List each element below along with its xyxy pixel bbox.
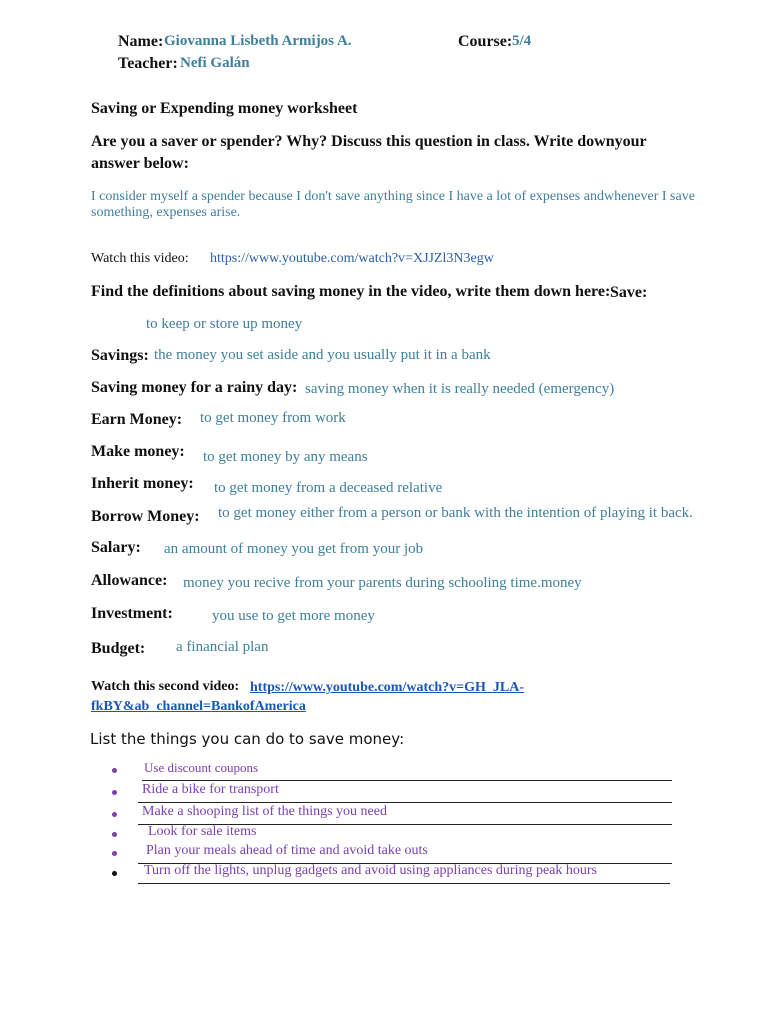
- bullet-icon: [112, 812, 117, 817]
- term-salary: Salary:: [91, 539, 141, 556]
- question-line-1: Are you a saver or spender? Why? Discuss this question in class. Write downyour: [91, 133, 647, 150]
- question-line-2: answer below:: [91, 155, 189, 172]
- teacher-label: Teacher:: [118, 55, 178, 72]
- bullet-icon: [112, 832, 117, 837]
- term-borrow-money: Borrow Money:: [91, 508, 200, 525]
- list-item: [112, 782, 672, 803]
- term-savings: Savings:: [91, 347, 149, 364]
- list-item: [112, 843, 672, 864]
- name-label: Name:: [118, 33, 164, 50]
- answer-line-1: I consider myself a spender because I don't save anything since I have a lot of expenses andwhenever I save: [91, 189, 695, 204]
- bullet-icon: [112, 871, 117, 876]
- definition-budget: a financial plan: [176, 639, 269, 655]
- teacher-name: Nefi Galán: [180, 55, 250, 71]
- definition-investment: you use to get more money: [212, 608, 375, 624]
- term-investment: Investment:: [91, 605, 173, 622]
- definition-save: to keep or store up money: [146, 316, 303, 332]
- list-item-text: Look for sale items: [148, 824, 257, 839]
- video-2-link-line-2[interactable]: fkBY&ab_channel=BankofAmerica: [91, 699, 306, 714]
- term-inherit-money: Inherit money:: [91, 475, 194, 492]
- list-item: [112, 804, 672, 825]
- worksheet-title: Saving or Expending money worksheet: [91, 100, 358, 117]
- answer-underline: [142, 780, 672, 781]
- list-item-text: Ride a bike for transport: [142, 782, 279, 797]
- term-rainy-day: Saving money for a rainy day:: [91, 379, 298, 396]
- bullet-icon: [112, 851, 117, 856]
- list-item: [112, 863, 672, 884]
- definitions-prompt: Find the definitions about saving money in the video, write them down here:: [91, 283, 611, 300]
- video-2-label: Watch this second video:: [91, 679, 240, 694]
- definition-savings: the money you set aside and you usually put it in a bank: [154, 347, 491, 363]
- list-item: [112, 760, 672, 781]
- video-2-link-line-1[interactable]: https://www.youtube.com/watch?v=GH_JLA-: [250, 680, 524, 695]
- course-value: 5/4: [512, 33, 532, 49]
- answer-line-2: something, expenses arise.: [91, 205, 241, 220]
- definition-inherit-money: to get money from a deceased relative: [214, 480, 443, 496]
- term-budget: Budget:: [91, 640, 146, 657]
- definition-earn-money: to get money from work: [200, 410, 346, 426]
- course-label: Course:: [458, 33, 513, 50]
- video-1-label: Watch this video:: [91, 251, 189, 266]
- definition-allowance: money you recive from your parents during schooling time.money: [183, 575, 582, 591]
- list-item-text: Turn off the lights, unplug gadgets and avoid using appliances during peak hours: [144, 863, 597, 878]
- list-prompt: List the things you can do to save money:: [90, 730, 405, 748]
- student-name: Giovanna Lisbeth Armijos A.: [164, 33, 352, 49]
- list-item-text: Use discount coupons: [144, 760, 259, 775]
- answer-underline: [138, 802, 672, 803]
- bullet-icon: [112, 790, 117, 795]
- term-save: Save:: [610, 284, 648, 301]
- term-make-money: Make money:: [91, 443, 185, 460]
- bullet-icon: [112, 768, 117, 773]
- list-item-text: Plan your meals ahead of time and avoid take outs: [146, 843, 428, 858]
- video-1-link[interactable]: https://www.youtube.com/watch?v=XJJZl3N3egw: [210, 251, 494, 266]
- definition-make-money: to get money by any means: [203, 449, 368, 465]
- answer-underline: [138, 883, 670, 884]
- definition-rainy-day: saving money when it is really needed (emergency): [305, 381, 615, 397]
- term-allowance: Allowance:: [91, 572, 168, 589]
- definition-salary: an amount of money you get from your job: [164, 541, 424, 557]
- definition-borrow-money: to get money either from a person or bank with the intention of playing it back.: [218, 505, 693, 521]
- list-item-text: Make a shooping list of the things you need: [142, 804, 387, 819]
- term-earn-money: Earn Money:: [91, 411, 183, 428]
